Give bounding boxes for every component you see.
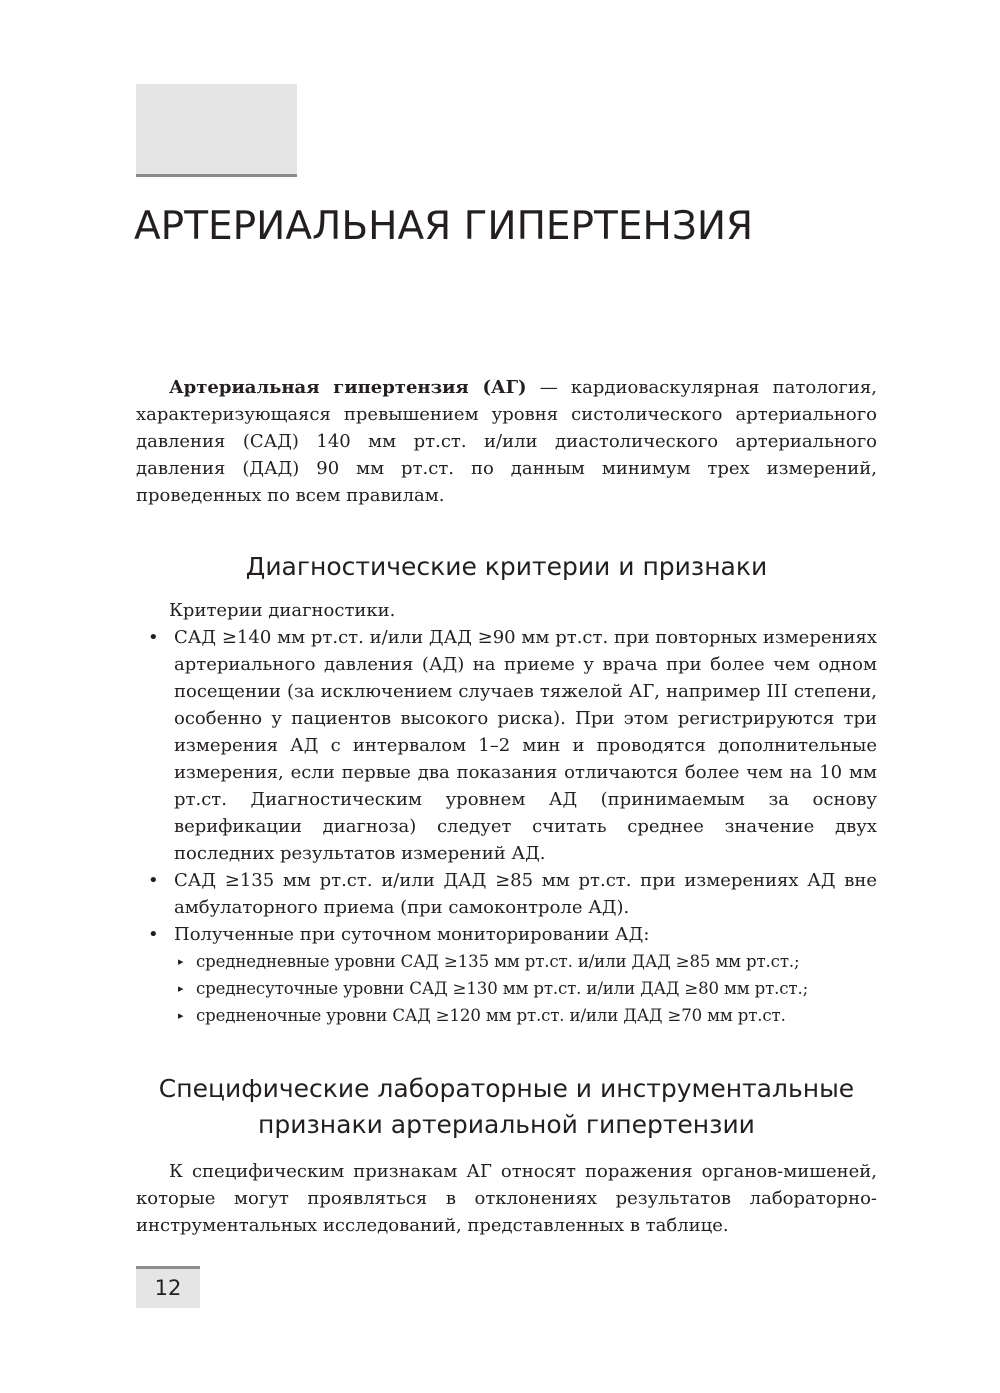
list-item-text: САД ≥140 мм рт.ст. и/или ДАД ≥90 мм рт.ст. при повторных измерениях артериального давления (АД) на приеме у врача при более чем одном посещении (за исключением случаев тяжелой АГ, например III степени, особенно у пациентов высокого риска). При этом регистрируются три измерения АД с интервалом 1–2 мин и проводятся дополнительные измерения, если первые два показания отличаются более чем на 10 мм рт.ст. Диагностическим уровнем АД (принимаемым за основу верификации диагноза) следует считать среднее значение двух последних результатов измерений АД.: [174, 627, 877, 864]
list-item: [136, 921, 877, 1029]
chapter-title: АРТЕРИАЛЬНАЯ ГИПЕРТЕНЗИЯ: [134, 204, 754, 249]
section-title-diagnostic-criteria: Диагностические критерии и признаки: [245, 552, 768, 581]
page-number: 12: [136, 1266, 200, 1308]
bullet-icon: •: [148, 627, 159, 648]
section2-paragraph: К специфическим признакам АГ относят поражения органов-мишеней, которые могут проявляться в отклонениях результатов лабораторно-инструментальных исследований, представленных в таблице.: [136, 1161, 877, 1236]
triangle-bullet-icon: ▸: [178, 955, 184, 968]
intro-text: — кардиоваскулярная патология, характеризующаяся превышением уровня систолического артериального давления (САД) 140 мм рт.ст. и/или диастолического артериального давления (ДАД) 90 мм рт.ст. по данным минимум трех измерений, проведенных по всем правилам.: [136, 377, 877, 506]
triangle-bullet-icon: ▸: [178, 1009, 184, 1022]
sub-list-item: [174, 975, 877, 1002]
monitoring-sub-list: [174, 948, 877, 1029]
sub-list-item: [174, 948, 877, 975]
criteria-list: [136, 624, 877, 1029]
chapter-header-rule: [136, 174, 297, 177]
sub-list-item-text: среднедневные уровни САД ≥135 мм рт.ст. и/или ДАД ≥85 мм рт.ст.;: [196, 952, 800, 971]
chapter-header-block: [136, 84, 297, 175]
list-item-text: Полученные при суточном мониторировании АД:: [174, 924, 650, 945]
sub-list-item-text: средненочные уровни САД ≥120 мм рт.ст. и/или ДАД ≥70 мм рт.ст.: [196, 1006, 786, 1025]
list-item-text: САД ≥135 мм рт.ст. и/или ДАД ≥85 мм рт.ст. при измерениях АД вне амбулаторного приема (при самоконтроле АД).: [174, 870, 877, 918]
bullet-icon: •: [148, 924, 159, 945]
bullet-icon: •: [148, 870, 159, 891]
list-item: [136, 624, 877, 867]
sub-list-item-text: среднесуточные уровни САД ≥130 мм рт.ст. и/или ДАД ≥80 мм рт.ст.;: [196, 979, 809, 998]
list-item: [136, 867, 877, 921]
intro-term: Артериальная гипертензия (АГ): [169, 377, 527, 398]
section-title-lab-instrumental-signs: Специфические лабораторные и инструментальные признаки артериальной гипертензии: [158, 1074, 855, 1139]
intro-paragraph: [136, 374, 877, 509]
sub-list-item: [174, 1002, 877, 1029]
criteria-lead: Критерии диагностики.: [169, 600, 396, 621]
triangle-bullet-icon: ▸: [178, 982, 184, 995]
